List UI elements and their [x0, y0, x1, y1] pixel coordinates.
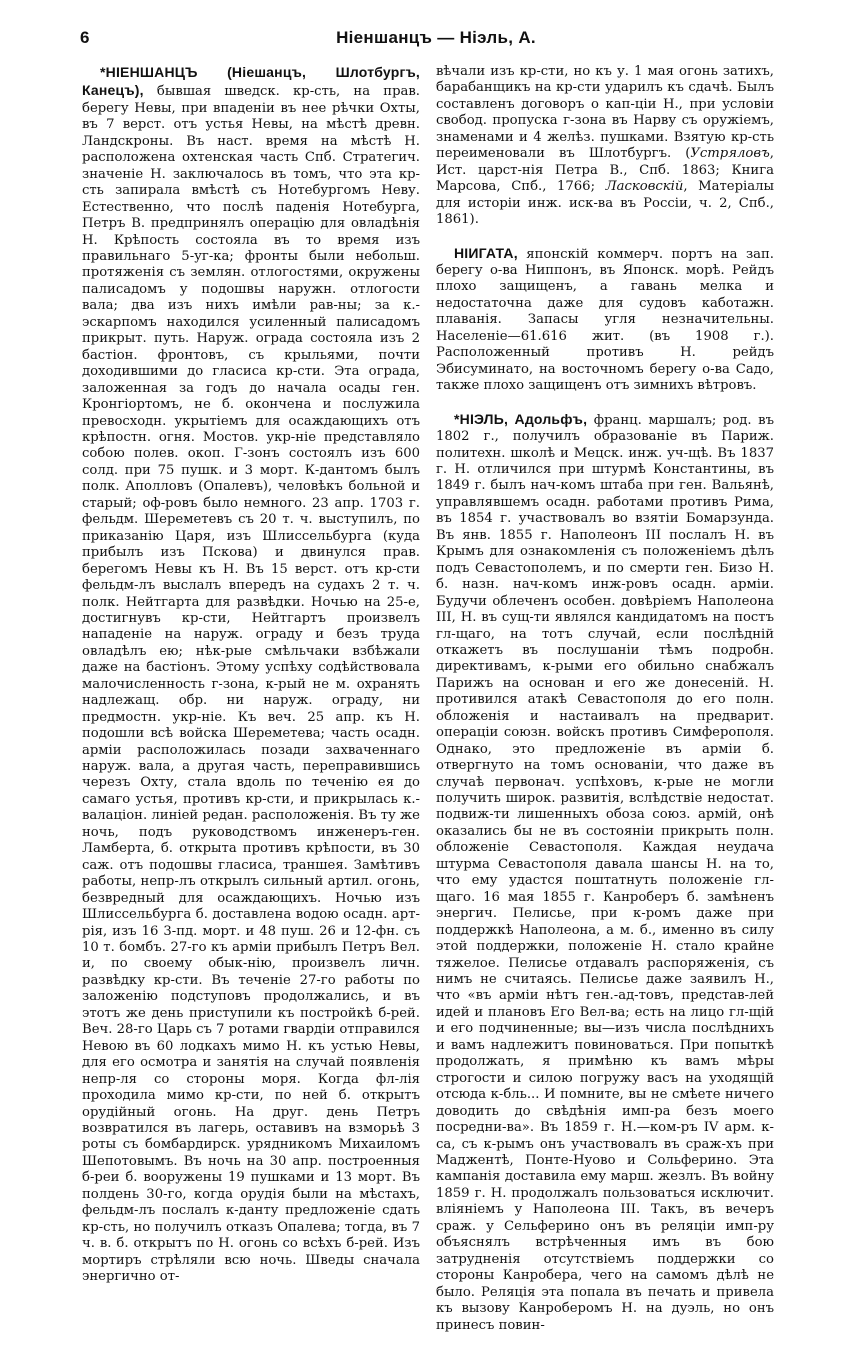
reference-text-2: , Матеріалы для исторіи инж. иск-ва въ Россіи, ч. 2, Спб., 1861). [436, 179, 774, 228]
headword-niigata: НІИГАТА, [454, 244, 518, 261]
article-niigata-paragraph [436, 245, 774, 395]
reference-text-1: , Ист. царст-нія Петра В., Спб. 1863; Книга Марсова, Спб., 1766; [436, 146, 774, 195]
article-niel-text: франц. маршалъ; род. въ 1802 г., получилъ образованіе въ Париж. политехн. школѣ и Мецск. инж. уч-щѣ. Въ 1837 г. Н. отличился при штурмѣ Константины, въ 1849 г. былъ нач-комъ штаба при ген. Вальянѣ, управлявшемъ осадн. работами противъ Рима, въ 1854 г. участвовалъ во взятіи Бомарзунда. Въ янв. 1855 г. Наполеонъ III послалъ Н. въ Крымъ для ознакомленія съ положеніемъ дѣлъ подъ Севастополемъ, и по смерти ген. Бизо Н. б. назн. нач-комъ инж-ровъ осадн. арміи. Будучи облеченъ особен. довѣріемъ Наполеона III, Н. въ сущ-ти являлся кандидатомъ на постъ гл-щаго, на тотъ случай, если послѣдній откажетъ въ послушаніи тѣмъ подробн. директивамъ, к-рыми его обильно снабжалъ Парижъ на основан и его же донесеній. Н. противился атакѣ Севастополя до его полн. обложенія и настаивалъ на предварит. операціи союзн. войскъ противъ Симферополя. Однако, это предложеніе въ арміи б. отвергнуто на томъ основаніи, что даже въ случаѣ первонач. успѣховъ, к-рые не могли получить широк. развитія, вслѣдствіе недостат. подвиж-ти лишенныхъ обоза союз. армій, онѣ оказались бы не въ состояніи прикрыть полн. обложеніе Севастополя. Каждая неудача штурма Севастополя давала шансы Н. на то, что ему удастся поштатнуть положеніе гл-щаго. 16 мая 1855 г. Канроберъ б. замѣненъ энергич. Пелисье, при к-ромъ даже при поддержкѣ Наполеона, а м. б., именно въ силу этой поддержки, положеніе Н. стало крайне тяжелое. Пелисье отдавалъ распоряженія, съ нимъ не считаясь. Пелисье даже заявилъ Н., что «въ арміи нѣтъ ген.-ад-товъ, представ-лей идей и плановъ Его Вел-ва; есть на лицо гл-щій и его подчиненные; вы—изъ числа послѣднихъ и вамъ надлежитъ повиноваться. При попыткѣ продолжать, я примѣню къ вамъ мѣры строгости и силою погружу васъ на уходящій отсюда к-бль... И помните, вы не смѣете ничего доводить до свѣдѣнія имп-ра безъ моего посредни-ва». Въ 1859 г. Н.—ком-ръ IV арм. к-са, съ к-рымъ онъ участвовалъ въ сраж-хъ при Маджентѣ, Понте-Нуово и Сольферино. Эта кампанія доставила ему марш. жезлъ. Въ войну 1859 г. Н. продолжалъ пользоваться исключит. вліяніемъ у Наполеона III. Такъ, въ вечеръ сраж. у Сельферино онъ въ реляціи имп-ру объяснялъ встрѣченныя имъ въ бою затрудненія отсутствіемъ поддержки со стороны Канробера, чего на самомъ дѣлѣ не было. Реляція эта попала въ печать и привела къ вызову Канроберомъ Н. на дуэль, но онъ принесъ повин- [436, 412, 774, 1333]
page-header [80, 28, 792, 54]
article-nienschanz [82, 64, 420, 1286]
page-number: 6 [80, 28, 90, 47]
article-niigata-text: японскій коммерч. портъ на зап. берегу о-ва Ниппонъ, въ Японск. морѣ. Рейдъ плохо защищенъ, а гавань мелка и недостаточна даже для судовъ каботажн. плаванія. Запасы угля незначительны. Населеніе—61.616 жит. (въ 1908 г.). Расположенный противъ Н. рейдъ Эбисуминато, на восточномъ берегу о-ва Садо, также плохо защищенъ отъ зимнихъ вѣтровъ. [436, 246, 774, 394]
article-niigata [436, 245, 774, 395]
article-nienschanz-text: бывшая шведск. кр-сть, на прав. берегу Невы, при впаденіи въ нее рѣчки Охты, въ 7 верст. отъ устья Невы, на мѣстѣ древн. Ландскроны. Въ наст. время на мѣстѣ Н. расположена охтенская часть Спб. Стратегич. значеніе Н. заключалось въ томъ, что эта кр-сть запирала вмѣстѣ съ Нотебургомъ Неву. Естественно, что послѣ паденія Нотебурга, Петръ В. предпринялъ операцію для овладѣнія Н. Крѣпость состояла въ то время изъ правильнаго 5-уг-ка; фронты были небольш. протяженія съ землян. отлогостями, окружены палисадомъ у подошвы наружн. отлогости вала; два изъ нихъ имѣли рав-ны; за к.-эскарпомъ находился усиленный палисадомъ прикрыт. путь. Наруж. ограда состояла изъ 2 бастіон. фронтовъ, съ крыльями, почти доходившими до гласиса кр-сти. Эта ограда, заложенная за годъ до начала осады ген. Кронгіортомъ, не б. окончена и послужила превосходн. укрытіемъ для осаждающихъ отъ крѣпостн. огня. Мостов. укр-ніе представляло собою полев. окоп. Г-зонъ состоялъ изъ 600 солд. при 75 пушк. и 3 морт. К-дантомъ былъ полк. Аполловъ (Опалевъ), человѣкъ больной и старый; оф-ровъ было немного. 23 апр. 1703 г. фельдм. Шереметевъ съ 20 т. ч. выступилъ, по приказанію Царя, изъ Шлиссельбурга (куда прибылъ изъ Пскова) и двинулся прав. берегомъ Невы къ Н. Въ 15 верст. отъ кр-сти фельдм-лъ выслалъ впередъ на судахъ 2 т. ч. полк. Нейтгарта для развѣдки. Ночью на 25-е, достигнувъ кр-сти, Нейтгартъ произвелъ нападеніе на наруж. ограду и безъ труда овладѣлъ ею; нѣк-рые смѣльчаки взбѣжали даже на бастіонъ. Этому успѣху содѣйствовала малочисленность г-зона, к-рый не м. охранять надлежащ. обр. ни наруж. ограду, ни предмостн. укр-ніе. Къ веч. 25 апр. къ Н. подошли всѣ войска Шереметева; часть осадн. арміи расположилась позади захваченнаго наруж. вала, а другая часть, переправившись черезъ Охту, стала вдоль по теченію ея до самаго устья, противъ кр-сти, и прикрылась к.-валаціон. линіей редан. расположенія. Въ ту же ночь, подъ руководствомъ инженеръ-ген. Ламберта, б. открыта противъ крѣпости, въ 30 саж. отъ подошвы гласиса, траншея. Замѣтивъ работы, непр-лъ открылъ сильный артил. огонь, безвредный для осаждающихъ. Ночью изъ Шлиссельбурга б. доставлена водою осадн. арт-рія, изъ 16 3-пд. морт. и 48 пуш. 26 и 12-фн. съ 10 т. бомбъ. 27-го къ арміи прибылъ Петръ Вел. и, по своему обык-нію, произвелъ личн. развѣдку кр-сти. Въ теченіе 27-го работы по заложенію подступовъ продолжались, и въ этотъ же день приступили къ постройкѣ б-рей. Веч. 28-го Царь съ 7 ротами гвардіи отправился Невою въ 60 лодкахъ мимо Н. къ устью Невы, для его осмотра и занятія на случай появленія непр-ля со стороны моря. Когда фл-лія проходила мимо кр-сти, по ней б. открытъ орудійный огонь. На друг. день Петръ возвратился въ лагерь, оставивъ на взморьѣ 3 роты съ бомбардирск. урядникомъ Михаиломъ Шепотовымъ. Въ ночь на 30 апр. построенныя б-реи б. вооружены 19 пушками и 13 морт. Въ полдень 30-го, когда орудія были на мѣстахъ, фельдм-лъ послалъ к-данту предложеніе сдать кр-сть, но получилъ отказъ Опалева; тогда, въ 7 ч. в. б. открытъ по Н. огонь со всѣхъ б-рей. Изъ мортиръ стрѣляли всю ночь. Шведы сначала энергично от- [82, 84, 420, 1285]
article-nienschanz-continuation [436, 64, 774, 229]
article-nienschanz-continued [436, 64, 774, 229]
running-head: Ніеншанцъ — Ніэль, А. [336, 28, 536, 47]
headword-niel: *НІЭЛЬ, Адольфъ, [454, 410, 588, 427]
reference-author-2: Ласковскій [605, 179, 684, 195]
article-niel [436, 411, 774, 1334]
headword-nienschanz: *НІЕНШАНЦЪ (Ніешанцъ, Шлотбургъ, Канецъ), [82, 64, 420, 99]
article-niel-paragraph [436, 411, 774, 1334]
left-column [82, 64, 420, 1302]
right-column [436, 64, 774, 1350]
article-nienschanz-text-cont: вѣчали изъ кр-сти, но къ у. 1 мая огонь затихъ, барабанщикъ на кр-сти ударилъ къ сдачѣ. Былъ составленъ договоръ о кап-ціи Н., при условіи свобод. пропуска г-зона въ Нарву съ оружіемъ, знаменами и 4 желѣз. пушками. Взятую кр-сть переименовали въ Шлотбургъ. ( [436, 64, 774, 162]
article-nienschanz-paragraph [82, 64, 420, 1286]
reference-author-1: Устряловъ [690, 146, 770, 162]
